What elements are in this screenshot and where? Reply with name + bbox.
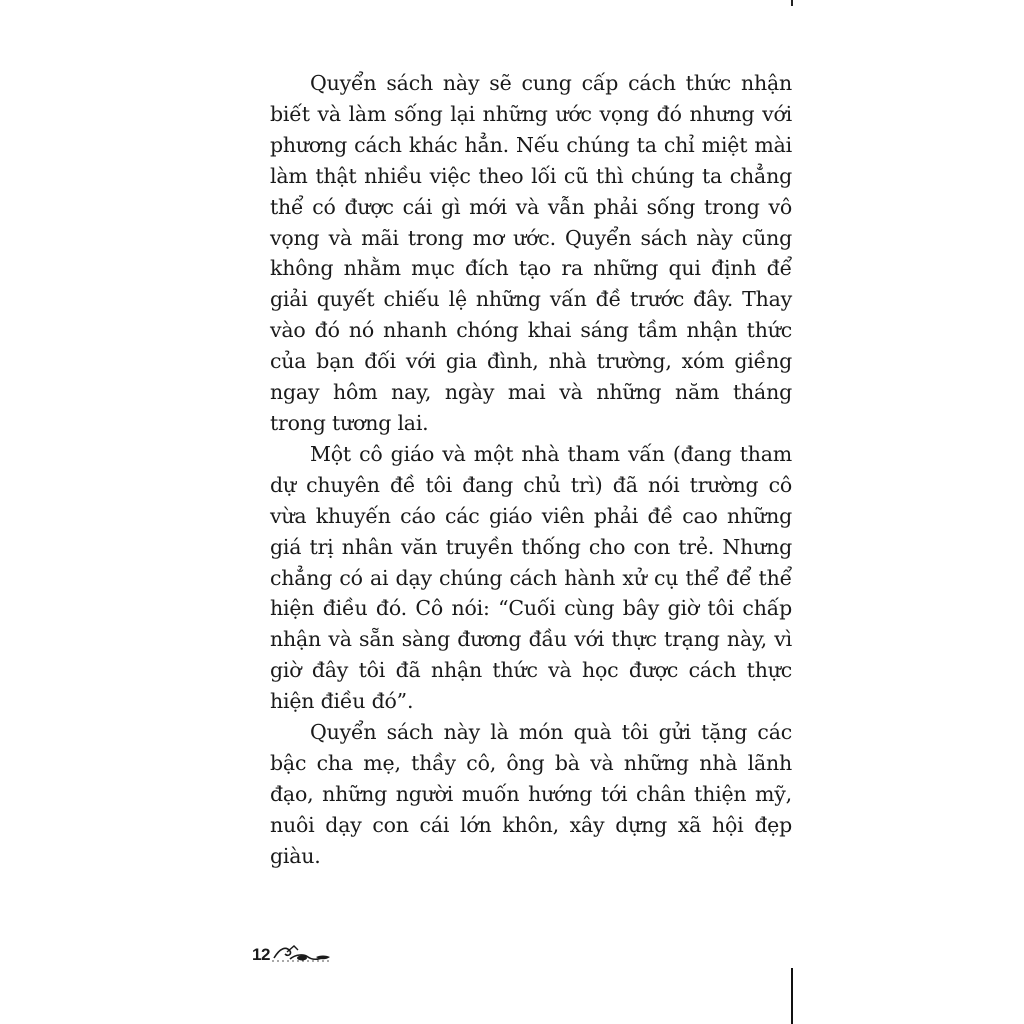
page-footer <box>252 940 334 969</box>
body-text <box>270 68 792 872</box>
page-number: 12 <box>252 944 270 964</box>
page-edge-line-bottom <box>791 968 793 1024</box>
paragraph-3: Quyển sách này là món quà tôi gửi tặng các bậc cha mẹ, thầy cô, ông bà và những nhà lãnh đạo, những người muốn hướng tới chân thiện mỹ, nuôi dạy con cái lớn khôn, xây dựng xã hội đẹp giàu. <box>270 720 792 868</box>
page-edge-line-top <box>791 0 793 6</box>
paragraph-1: Quyển sách này sẽ cung cấp cách thức nhận biết và làm sống lại những ước vọng đó nhưng với phương cách khác hẳn. Nếu chúng ta chỉ miệt mài làm thật nhiều việc theo lối cũ thì chúng ta chẳng thể có được cái gì mới và vẫn phải sống trong vô vọng và mãi trong mơ ước. Quyển sách này cũng không nhằm mục đích tạo ra những qui định để giải quyết chiếu lệ những vấn đề trước đây. Thay vào đó nó nhanh chóng khai sáng tầm nhận thức của bạn đối với gia đình, nhà trường, xóm giềng ngay hôm nay, ngày mai và những năm tháng trong tương lai. <box>270 71 792 435</box>
decorative-flourish-icon <box>272 942 334 969</box>
paragraph-2: Một cô giáo và một nhà tham vấn (đang tham dự chuyên đề tôi đang chủ trì) đã nói trường cô vừa khuyến cáo các giáo viên phải đề cao những giá trị nhân văn truyền thống cho con trẻ. Nhưng chẳng có ai dạy chúng cách hành xử cụ thể để thể hiện điều đó. Cô nói: “Cuối cùng bây giờ tôi chấp nhận và sẵn sàng đương đầu với thực trạng này, vì giờ đây tôi đã nhận thức và học được cách thực hiện điều đó”. <box>270 441 792 714</box>
